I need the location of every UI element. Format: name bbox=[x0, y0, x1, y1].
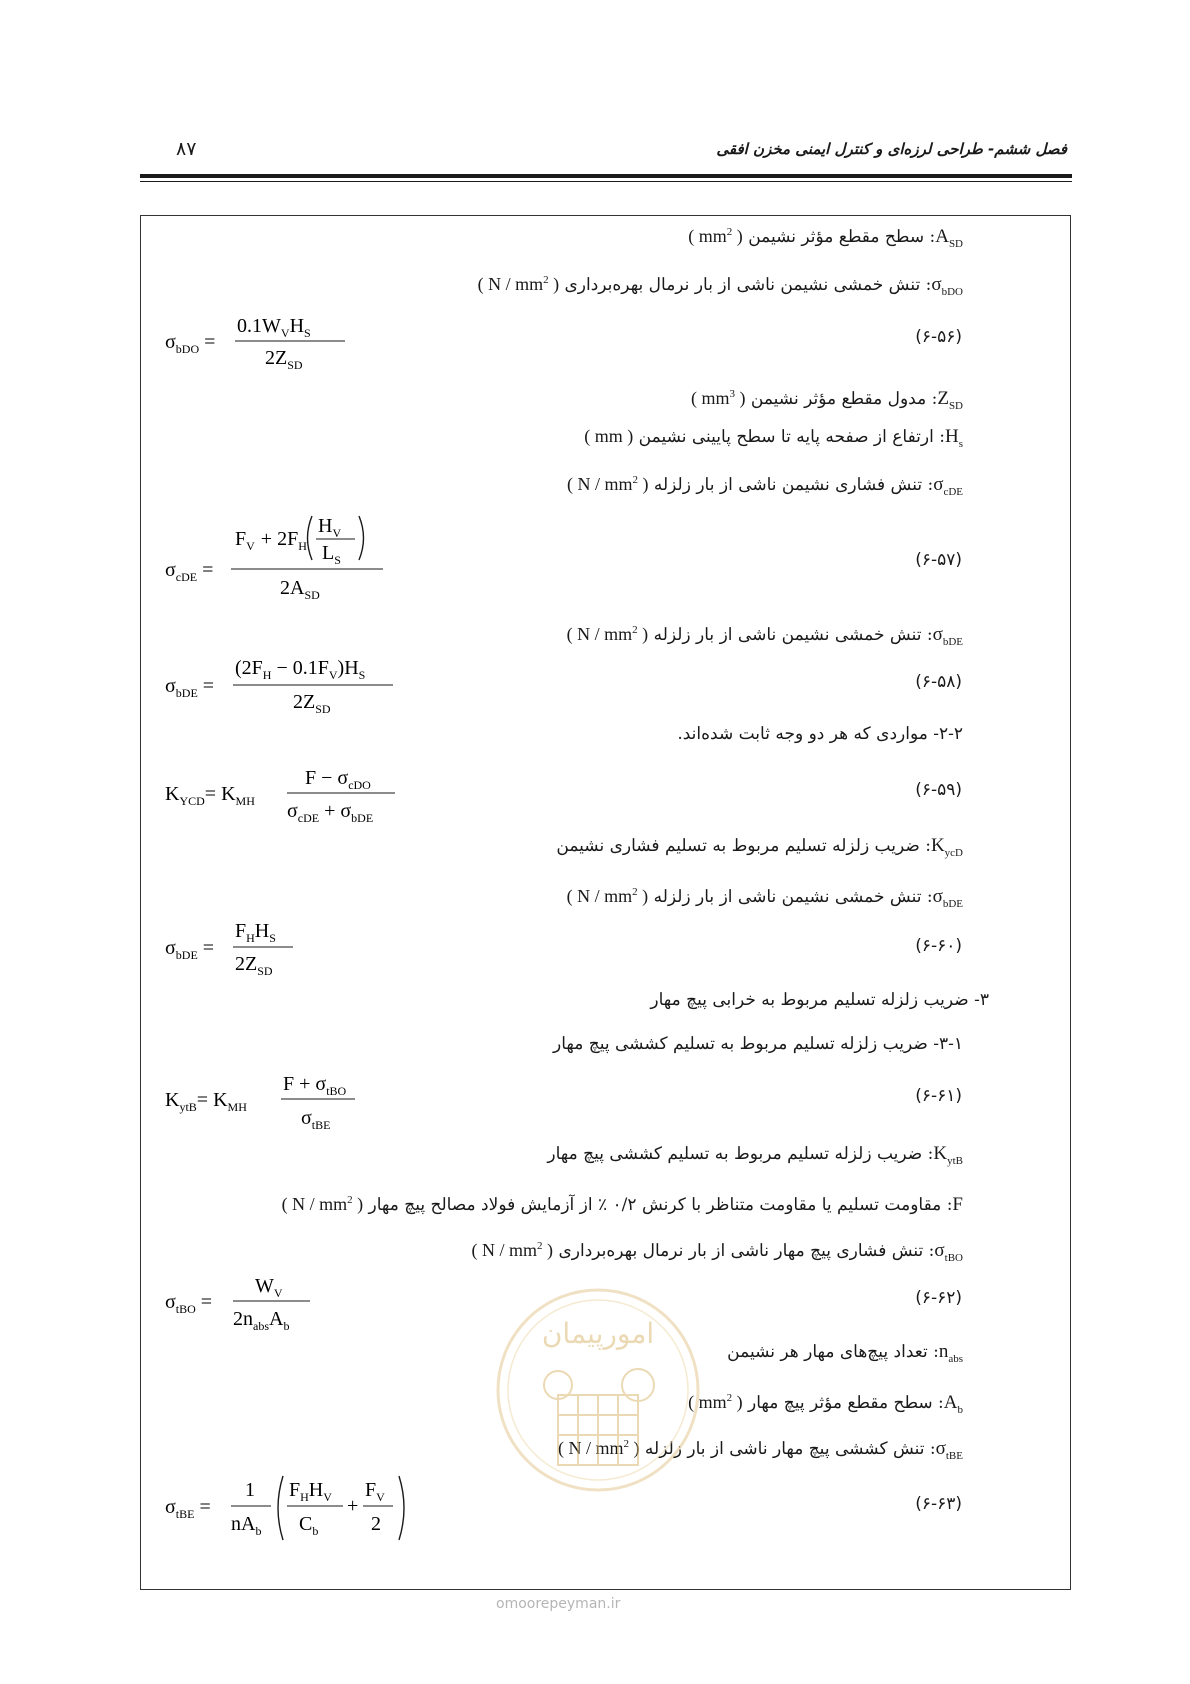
def-unit: ( $mm^2$ ) bbox=[688, 226, 743, 246]
definition-k-ytb: $K_{ytB}$: ضریب زلزله تسلیم مربوط به تسلیم کششی پیچ مهار bbox=[547, 1143, 963, 1167]
formula-58 bbox=[165, 656, 405, 726]
def-unit: ( $mm^2$ ) bbox=[688, 1392, 743, 1412]
formula-59 bbox=[165, 762, 425, 838]
definition-z-sd: $Z_{SD}$: مدول مقطع مؤثر نشیمن ( $mm^3$ ) bbox=[690, 388, 963, 412]
def-unit: ( N / $mm^2$ ) bbox=[566, 474, 649, 494]
definition-sigma-bde-2: $\sigma_{bDE}$: تنش خمشی نشیمن ناشی از بار زلزله ( N / $mm^2$ ) bbox=[566, 886, 963, 910]
equation-number-56: (۶-۵۶) bbox=[915, 327, 962, 347]
svg-text:(2FH − 0.1FV)HS: $(2F_H - 0.1F_V)H_S$ bbox=[235, 657, 366, 682]
definition-h-s: $H_s$: ارتفاع از صفحه پایه تا سطح پایینی نشیمن ( mm ) bbox=[584, 426, 963, 450]
definition-sigma-cde: $\sigma_{cDE}$: تنش فشاری نشیمن ناشی از بار زلزله ( N / $mm^2$ ) bbox=[566, 474, 963, 498]
svg-text:2ZSD: $2Z_{SD}$ bbox=[235, 953, 273, 978]
equation-number-60: (۶-۶۰) bbox=[915, 936, 962, 956]
equation-number-58: (۶-۵۸) bbox=[915, 672, 962, 692]
formula-56 bbox=[165, 310, 365, 380]
formula-60 bbox=[165, 918, 325, 988]
def-symbol: $A_{SD}$ bbox=[935, 226, 963, 250]
svg-text:1: 1 bbox=[245, 1479, 255, 1501]
def-unit: ( N / $mm^2$ ) bbox=[281, 1194, 364, 1214]
formula-57 bbox=[165, 506, 395, 612]
def-unit: ( N / $mm^2$ ) bbox=[566, 624, 649, 644]
def-symbol: $\sigma_{tBE}$ bbox=[935, 1438, 963, 1462]
section-heading-3-1: ۳-۱- ضریب زلزله تسلیم مربوط به تسلیم کششی پیچ مهار bbox=[553, 1034, 963, 1054]
svg-text:F + σtBO: $F + \sigma_{tBO}$ bbox=[283, 1073, 347, 1098]
svg-text:2nabsAb: $2n_{abs}A_b$ bbox=[233, 1308, 290, 1333]
equation-number-61: (۶-۶۱) bbox=[915, 1086, 962, 1106]
formula-63 bbox=[165, 1470, 425, 1552]
equation-number-59: (۶-۵۹) bbox=[915, 780, 962, 800]
svg-text:FV: $F_V$ bbox=[365, 1479, 385, 1504]
svg-text:FHHS: $F_HH_S$ bbox=[235, 920, 276, 945]
definition-sigma-bde: $\sigma_{bDE}$: تنش خمشی نشیمن ناشی از بار زلزله ( N / $mm^2$ ) bbox=[566, 624, 963, 648]
def-unit: ( N / $mm^2$ ) bbox=[477, 274, 560, 294]
formula-61 bbox=[165, 1070, 385, 1146]
def-unit: ( N / $mm^2$ ) bbox=[471, 1240, 554, 1260]
def-symbol: $A_b$ bbox=[943, 1392, 963, 1416]
formula-62 bbox=[165, 1272, 335, 1342]
header-rule-thick bbox=[140, 174, 1072, 178]
def-symbol: $\sigma_{bDO}$ bbox=[931, 274, 963, 298]
equation-number-62: (۶-۶۲) bbox=[915, 1288, 962, 1308]
definition-sigma-tbe: $\sigma_{tBE}$: تنش کششی پیچ مهار ناشی از بار زلزله ( N / $mm^2$ ) bbox=[558, 1438, 963, 1462]
svg-text:2ZSD: $2Z_{SD}$ bbox=[293, 691, 331, 716]
def-unit: ( N / $mm^2$ ) bbox=[558, 1438, 640, 1458]
svg-text:KytB= KMH: $K_{ytB}= K_{MH}$ bbox=[165, 1089, 247, 1114]
def-symbol: $\sigma_{tBO}$ bbox=[934, 1240, 963, 1264]
svg-text:nAb: $nA_b$ bbox=[231, 1513, 262, 1538]
svg-text:KYCD= KMH: $K_{YCD}= K_{MH}$ bbox=[165, 783, 255, 808]
def-symbol: $n_{abs}$ bbox=[938, 1341, 963, 1365]
def-unit: ( mm ) bbox=[584, 426, 634, 446]
equation-number-57: (۶-۵۷) bbox=[915, 550, 962, 570]
definition-a-sd: $A_{SD}$: سطح مقطع مؤثر نشیمن ( $mm^2$ ) bbox=[688, 226, 963, 250]
def-unit: ( N / $mm^2$ ) bbox=[566, 886, 649, 906]
svg-text:+: + bbox=[347, 1495, 359, 1517]
website-watermark: omoorepeyman.ir bbox=[496, 1596, 621, 1612]
svg-text:σtBE =: $\sigma_{tBE}$ = bbox=[165, 1496, 211, 1521]
svg-text:FHHV: $F_HH_V$ bbox=[289, 1479, 332, 1504]
svg-text:2ASD: $2A_{SD}$ bbox=[280, 577, 320, 602]
def-unit: ( $mm^3$ ) bbox=[690, 388, 746, 408]
watermark-logo bbox=[488, 1285, 708, 1495]
definition-n-abs: $n_{abs}$: تعداد پیچ‌های مهار هر نشیمن bbox=[727, 1341, 963, 1365]
svg-text:0.1WVHS: $0.1W_VH_S$ bbox=[237, 315, 311, 340]
chapter-title: فصل ششم- طراحی لرزه‌ای و کنترل ایمنی مخزن افقی bbox=[716, 140, 1067, 158]
section-heading-2-2: ۲-۲- مواردی که هر دو وجه ثابت شده‌اند. bbox=[677, 724, 963, 744]
svg-text:F − σcDO: $F - \sigma_{cDO}$ bbox=[305, 767, 371, 792]
svg-text:WV: $W_V$ bbox=[255, 1275, 283, 1300]
svg-text:FV+ 2FH: $F_V + 2F_H$ bbox=[235, 528, 307, 553]
svg-text:σcDE =: $\sigma_{cDE}$ = bbox=[165, 559, 214, 584]
definition-a-b: $A_b$: سطح مقطع مؤثر پیچ مهار ( $mm^2$ ) bbox=[688, 1392, 963, 1416]
definition-k-ycd: $K_{ycD}$: ضریب زلزله تسلیم مربوط به تسلیم فشاری نشیمن bbox=[556, 835, 963, 859]
svg-text:σbDE =: $\sigma_{bDE}$ = bbox=[165, 675, 215, 700]
definition-sigma-bdo: $\sigma_{bDO}$: تنش خمشی نشیمن ناشی از بار نرمال بهره‌برداری ( N / $mm^2$ ) bbox=[477, 274, 963, 298]
svg-text:σbDE =: $\sigma_{bDE}$ = bbox=[165, 937, 215, 962]
svg-text:HV: $H_V$ bbox=[318, 515, 342, 540]
equation-number-63: (۶-۶۳) bbox=[915, 1494, 962, 1514]
svg-text:σbDO =: $\sigma_{bDO}$ = bbox=[165, 331, 216, 356]
def-symbol: $Z_{SD}$ bbox=[937, 388, 963, 412]
def-symbol: $\sigma_{cDE}$ bbox=[933, 474, 963, 498]
svg-text:σcDE + σbDE: $\sigma_{cDE} + \sigma_{bDE}$ bbox=[287, 800, 374, 825]
svg-text:2ZSD: $2Z_{SD}$ bbox=[265, 347, 303, 372]
def-symbol: $K_{ycD}$ bbox=[930, 835, 963, 859]
svg-text:امورپیمان: امورپیمان bbox=[541, 1317, 655, 1350]
svg-text:σtBE: $\sigma_{tBE}$ bbox=[301, 1107, 331, 1132]
svg-text:Cb: $C_b$ bbox=[299, 1513, 319, 1538]
svg-text:LS: $L_S$ bbox=[322, 542, 341, 567]
header-rule-thin bbox=[140, 181, 1072, 182]
def-symbol: $\sigma_{bDE}$ bbox=[932, 624, 963, 648]
def-symbol: $K_{ytB}$ bbox=[933, 1143, 963, 1167]
svg-text:2: 2 bbox=[371, 1513, 381, 1535]
def-symbol: F bbox=[952, 1194, 963, 1215]
def-symbol: $\sigma_{bDE}$ bbox=[932, 886, 963, 910]
def-symbol: $H_s$ bbox=[944, 426, 963, 450]
svg-text:σtBO =: $\sigma_{tBO}$ = bbox=[165, 1291, 213, 1316]
definition-f: F: مقاومت تسلیم یا مقاومت متناظر با کرنش ۰/۲ ٪ از آزمایش فولاد مصالح پیچ مهار ( N / $mm^2$ ) bbox=[281, 1194, 963, 1215]
section-heading-3: ۳- ضریب زلزله تسلیم مربوط به خرابی پیچ مهار bbox=[650, 990, 989, 1010]
page-number: ۸۷ bbox=[176, 138, 197, 160]
definition-sigma-tbo: $\sigma_{tBO}$: تنش فشاری پیچ مهار ناشی از بار نرمال بهره‌برداری ( N / $mm^2$ ) bbox=[471, 1240, 963, 1264]
